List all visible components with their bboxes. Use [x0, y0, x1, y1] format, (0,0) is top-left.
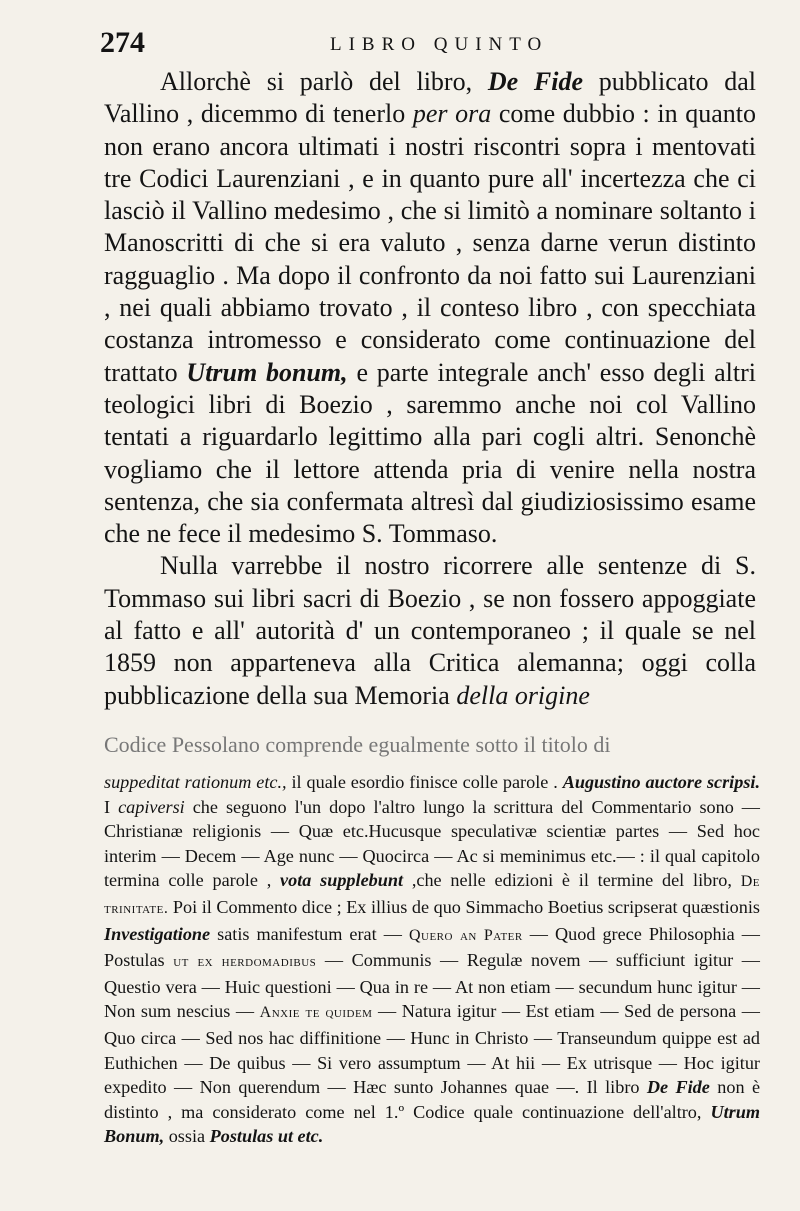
main-text	[104, 66, 756, 712]
paragraph-2: Nulla varrebbe il nostro ricorrere alle sentenze di S. Tommaso sui libri sacri di Boezio , se non fossero appoggiate al fatto e all' autorità d' un contemporaneo ; il quale se nel 1859 non apparteneva alla Critica alemanna; oggi colla pubblicazione della sua Memoria della origine	[104, 551, 756, 710]
page-header	[100, 26, 760, 66]
footnote	[104, 770, 760, 1149]
paragraph-1: Allorchè si parlò del libro, De Fide pubblicato dal Vallino , dicemmo di tenerlo per ora come dubbio : in quanto non erano ancora ultimati i nostri riscontri sopra i mentovati tre Codici Laurenziani , e in quanto pure all' incertezza che ci lasciò il Vallino medesimo , che si limitò a nominare soltanto i Manoscritti di che si era valuto , senza darne verun distinto ragguaglio . Ma dopo il confronto da noi fatto sui Laurenziani , nei quali abbiamo trovato , il conteso libro , con specchiata costanza intromesso e considerato come continuazione del trattato Utrum bonum, e parte integrale anch' esso degli altri teologici libri di Boezio , saremmo anche noi col Vallino tentati a riguardarlo legittimo alla pari cogli altri. Senonchè vogliamo che il lettore attenda pria di venire nella nostra sentenza, che sia confermata altresì dal giudiziosissimo esame che ne fece il medesimo S. Tommaso.	[104, 67, 757, 549]
footnote-text: suppeditat rationum etc., il quale esordio finisce colle parole . Augustino auctore scripsi. I capiversi che seguono l'un dopo l'altro lungo la scrittura del Commentario sono — Christianæ religionis — Quæ etc.Hucusque speculativæ scientiæ partes — Sed hoc interim — Decem — Age nunc — Quocirca — Ac si meminimus etc.— : il qual capitolo termina colle parole , vota supplebunt ,che nelle edizioni è il termine del libro, De trinitate. Poi il Commento dice ; Ex illius de quo Simmacho Boetius scripserat quæstionis Investigatione satis manifestum erat — Quero an Pater — Quod grece Philosophia — Postulas ut ex herdomadibus — Communis — Regulæ novem — sufficiunt igitur — Questio vera — Huic questioni — Qua in re — At non etiam — secundum hunc igitur — Non sum nescius — Anxie te quidem — Natura igitur — Est etiam — Sed de persona — Quo circa — Sed nos hac diffinitione — Hunc in Christo — Transeundum quippe est ad Euthichen — De quibus — Si vero assumptum — At hii — Ex utrisque — Hoc igitur expedito — Non querendum — Hæc sunto Johannes quae —. Il libro De Fide non è distinto , ma considerato come nel 1.º Codice quale continuazione dell'altro, Utrum Bonum, ossia Postulas ut etc.	[104, 772, 761, 1147]
running-head: LIBRO QUINTO	[330, 34, 549, 55]
page-number: 274	[100, 26, 145, 59]
cut-off-line: Codice Pessolano comprende egualmente sotto il titolo di	[104, 732, 611, 757]
